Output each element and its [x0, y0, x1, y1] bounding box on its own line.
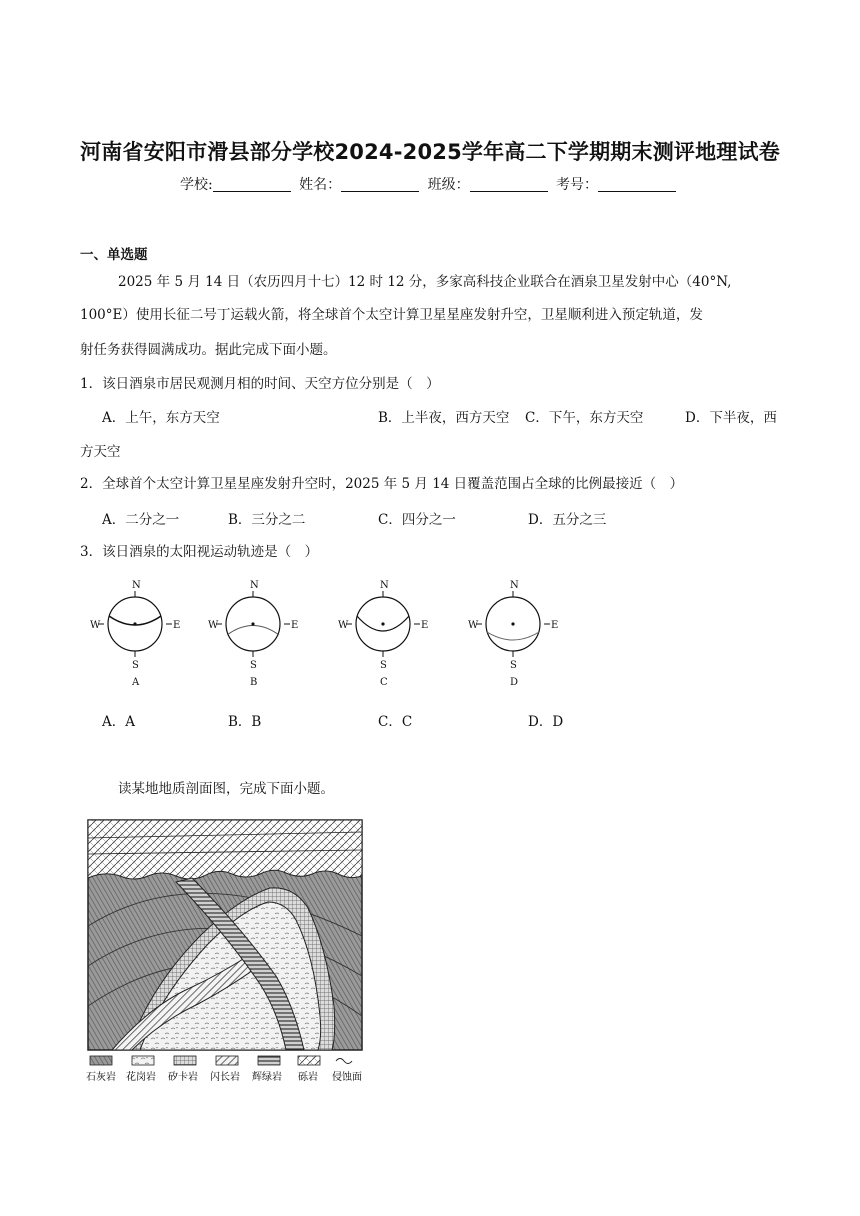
q3-option-b: B．B: [228, 714, 262, 730]
map-legend: [86, 1056, 362, 1083]
class-label: 班级：: [427, 177, 470, 193]
q2-option-c: C．四分之一: [378, 512, 456, 528]
legend-swatch-limestone: [90, 1056, 112, 1065]
page-title: 河南省安阳市滑县部分学校2024-2025学年高二下学期期末测评地理试卷: [80, 140, 780, 164]
sun-path-diagram-c: [336, 578, 436, 690]
legend-label-skarn: 矽卡岩: [168, 1072, 198, 1083]
name-blank: [341, 177, 419, 192]
q2-stem: 2．全球首个太空计算卫星星座发射升空时，2025 年 5 月 14 日覆盖范围占全球的比例最接近（ ）: [80, 476, 684, 492]
dial-north-label: N: [132, 580, 141, 591]
dial-letter: A: [132, 677, 140, 688]
q1-option-c: C．下午，东方天空: [525, 410, 644, 426]
legend-label-diabase: 辉绿岩: [252, 1072, 282, 1083]
legend-swatch-skarn: [174, 1056, 196, 1065]
exam-no-label: 考号：: [556, 177, 599, 193]
sun-path-diagram-b: [206, 578, 306, 690]
dial-letter: C: [380, 677, 388, 688]
q1-option-b: B．上半夜，西方天空: [378, 410, 510, 426]
section-title: 一、单选题: [80, 247, 148, 263]
q3-option-d: D．D: [528, 714, 564, 730]
sun-path-curve: [487, 632, 539, 640]
student-info-line: [0, 174, 860, 194]
school-label: 学校:: [179, 177, 213, 193]
legend-label-erosion-surface: 侵蚀面: [332, 1072, 362, 1083]
conglomerate-layer: [88, 820, 362, 879]
legend-swatch-granite: [132, 1056, 154, 1065]
q1-option-a: A．上午，东方天空: [102, 410, 220, 426]
q2-option-a: A．二分之一: [102, 512, 180, 528]
exam-no-blank: [598, 177, 676, 192]
passage2: 读某地地质剖面图，完成下面小题。: [118, 781, 334, 797]
dial-letter: D: [510, 677, 519, 688]
geologic-cross-section: [80, 816, 372, 1084]
dial-south-label: S: [510, 660, 517, 671]
passage1-line3: 射任务获得圆满成功。据此完成下面小题。: [80, 342, 337, 358]
q3-stem: 3．该日酒泉的太阳视运动轨迹是（ ）: [80, 544, 319, 560]
q3-option-a: A．A: [102, 714, 135, 730]
sun-path-diagram-a: [88, 578, 188, 690]
dial-west-label: W: [468, 620, 479, 631]
passage1-line2: 100°E）使用长征二号丁运载火箭，将全球首个太空计算卫星星座发射升空，卫星顺利进入预定轨道，发: [80, 307, 703, 323]
legend-swatch-diorite: [216, 1056, 238, 1065]
q1-option-d-continued: 方天空: [80, 444, 121, 460]
dial-east-label: E: [551, 620, 559, 631]
dial-south-label: S: [132, 660, 139, 671]
q3-option-c: C．C: [378, 714, 413, 730]
dial-west-label: W: [338, 620, 349, 631]
q2-option-b: B．三分之二: [228, 512, 306, 528]
legend-label-diorite: 闪长岩: [210, 1072, 240, 1083]
legend-label-granite: 花岗岩: [126, 1072, 156, 1083]
dial-west-label: W: [208, 620, 219, 631]
dial-south-label: S: [250, 660, 257, 671]
dial-east-label: E: [421, 620, 429, 631]
sun-path-diagram-d: [466, 578, 566, 690]
dial-west-label: W: [90, 620, 101, 631]
legend-label-limestone: 石灰岩: [86, 1072, 116, 1083]
dial-north-label: N: [380, 580, 389, 591]
passage1-line1: 2025 年 5 月 14 日（农历四月十七）12 时 12 分，多家高科技企业联合在酒泉卫星发射中心（40°N,: [118, 274, 732, 290]
dial-north-label: N: [250, 580, 259, 591]
q1-stem: 1．该日酒泉市居民观测月相的时间、天空方位分别是（ ）: [80, 376, 440, 392]
dial-north-label: N: [510, 580, 519, 591]
name-label: 姓名：: [299, 177, 342, 193]
q2-option-d: D．五分之三: [528, 512, 607, 528]
dial-east-label: E: [173, 620, 181, 631]
dial-east-label: E: [291, 620, 299, 631]
school-blank: [213, 177, 291, 192]
dial-letter: B: [250, 677, 258, 688]
dial-south-label: S: [380, 660, 387, 671]
legend-swatch-conglomerate: [298, 1056, 320, 1065]
legend-symbol-erosion-surface: [336, 1059, 352, 1064]
sun-path-curve: [227, 626, 279, 636]
q1-option-d: D．下半夜，西: [685, 410, 777, 426]
legend-label-conglomerate: 砾岩: [298, 1072, 318, 1083]
class-blank: [470, 177, 548, 192]
legend-swatch-diabase: [258, 1056, 280, 1065]
